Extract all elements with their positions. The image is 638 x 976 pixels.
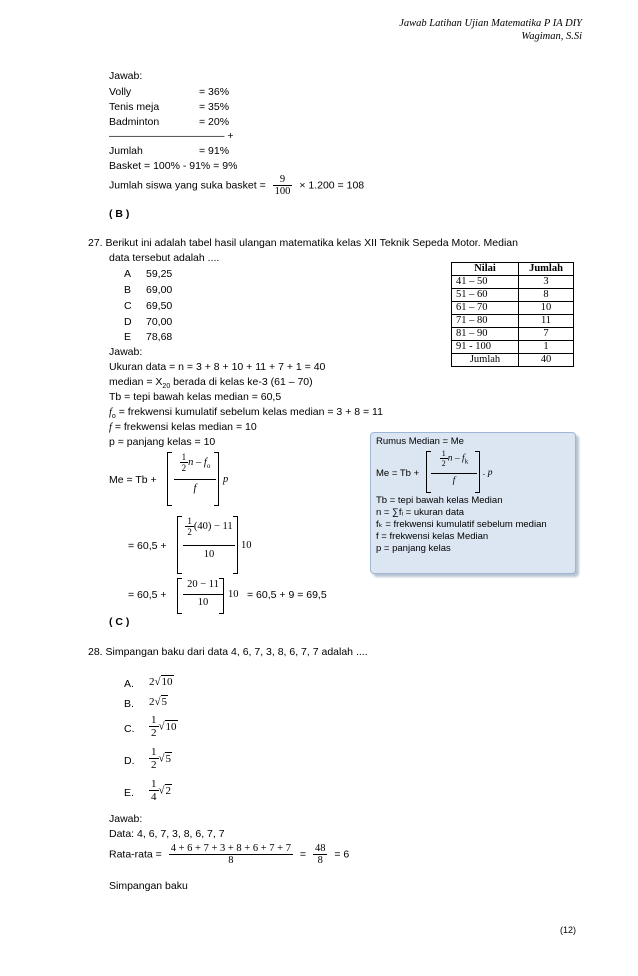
q26-row-value: = 35% [199, 101, 230, 113]
box-legend-line: p = panjang kelas [376, 543, 451, 554]
table-row [452, 328, 574, 341]
q26-row-label: Badminton [109, 116, 160, 128]
q27-step2-mult: 10 [241, 540, 252, 551]
radicand: 2 [165, 784, 172, 797]
frac-den: 2 [151, 727, 157, 739]
q26-basket: Basket = 100% - 91% = 9% [109, 160, 238, 172]
coef: 2 [149, 696, 155, 708]
frac-den: 8 [228, 855, 234, 866]
q26-siswa-suffix: × 1.200 = 108 [299, 179, 365, 192]
q27-median [109, 376, 313, 390]
q27-step2-label: = 60,5 + [128, 540, 167, 552]
q28-option-letter: D. [124, 755, 135, 767]
frac-den: 2 [187, 527, 192, 537]
q27-me-p: p [223, 474, 229, 485]
q27-f-text: = frekwensi kelas median = 10 [111, 421, 257, 433]
fraction-bar [431, 473, 477, 474]
q27-me-n-fo: n – f [188, 456, 207, 468]
q28-rata-result: = 6 [334, 848, 350, 861]
q26-jumlah-label: Jumlah [109, 145, 143, 157]
frac-den: 2 [441, 459, 446, 468]
table-cell: 91 - 100 [452, 341, 519, 354]
q27-option-letter: A [124, 268, 132, 280]
frac-den: 4 [151, 791, 157, 803]
frac-num: 48 [314, 843, 326, 854]
q28-data: Data: 4, 6, 7, 3, 8, 6, 7, 7 [109, 828, 225, 840]
q27-me-denominator: f [193, 483, 197, 494]
q27-option-text: 59,25 [146, 268, 173, 280]
radicand: 10 [165, 720, 177, 733]
fraction-bar [174, 479, 216, 480]
q27-step3-mult: 10 [228, 589, 239, 600]
table-cell: 41 – 50 [452, 276, 519, 289]
q27-question-line2: data tersebut adalah .... [109, 252, 220, 264]
table-header-cell: Nilai [452, 263, 519, 276]
bracket-right [475, 451, 480, 493]
box-me-label: Me = Tb + [376, 468, 420, 479]
frac-num: 1 [151, 778, 157, 790]
half-fraction [180, 452, 189, 473]
q28-rata-label: Rata-rata = [109, 848, 162, 861]
q27-tb: Tb = tepi bawah kelas median = 60,5 [109, 391, 282, 403]
q27-frequency-table [451, 262, 574, 367]
fraction [149, 714, 159, 739]
radicand: 5 [161, 696, 168, 708]
q27-ukuran: Ukuran data = n = 3 + 8 + 10 + 11 + 7 + 1 = 40 [109, 361, 326, 373]
sqrt-icon: √ [154, 676, 161, 688]
table-row [452, 302, 574, 315]
frac-den: 8 [317, 855, 323, 866]
radicand: 5 [165, 752, 172, 765]
box-legend-line: fₖ = frekwensi kumulatif sebelum median [376, 519, 547, 530]
sqrt-icon: √ [158, 752, 165, 765]
q27-answer: ( C ) [109, 616, 130, 628]
q27-option-letter: E [124, 331, 132, 343]
frac-num: 1 [441, 449, 446, 458]
table-cell: Jumlah [452, 354, 519, 367]
q26-row-value: = 20% [199, 116, 230, 128]
box-n-fk: n – f [447, 453, 465, 464]
q28-option-d-value [149, 746, 172, 771]
q27-option-text: 69,50 [146, 300, 173, 312]
q27-f-symbol: f [109, 422, 112, 433]
sqrt-icon: √ [158, 720, 165, 733]
q28-jawab: Jawab: [109, 813, 143, 825]
fraction [149, 746, 159, 771]
sqrt-icon: √ [158, 784, 165, 797]
box-legend-line: f = frekwensi kelas Median [376, 531, 489, 542]
table-cell: 10 [519, 302, 574, 315]
q27-fo-text: = frekwensi kumulatif sebelum kelas median = 3 + 8 = 11 [115, 406, 383, 418]
fraction-bar [183, 545, 235, 546]
q26-jawab: Jawab: [109, 70, 143, 82]
q27-median-sub: 20 [162, 383, 171, 391]
q27-median-post: berada di kelas ke-3 (61 – 70) [170, 376, 313, 388]
table-row [452, 289, 574, 302]
bracket-left [167, 452, 172, 506]
header-author: Wagiman, S.Si [521, 31, 582, 42]
q27-option-text: 69,00 [146, 284, 173, 296]
frac-den: 2 [151, 759, 157, 771]
q26-siswa-prefix: Jumlah siswa yang suka basket = [109, 179, 266, 192]
q27-option-letter: D [124, 316, 132, 328]
q27-step3-numerator: 20 − 11 [187, 579, 219, 590]
frac-num: 1 [181, 452, 187, 462]
q27-option-text: 78,68 [146, 331, 173, 343]
q27-jawab: Jawab: [109, 346, 143, 358]
table-cell: 81 – 90 [452, 328, 519, 341]
table-header-cell: Jumlah [519, 263, 574, 276]
q27-me-label: Me = Tb + [109, 474, 157, 486]
table-cell: 51 – 60 [452, 289, 519, 302]
bracket-left [177, 578, 182, 614]
box-legend-line: n = ∑fᵢ = ukuran data [376, 507, 465, 518]
frac-den: 2 [181, 463, 187, 473]
q28-simpangan: Simpangan baku [109, 880, 188, 892]
header-title: Jawab Latihan Ujian Matematika P IA DIY [399, 18, 582, 29]
box-numerator [431, 449, 477, 468]
half-fraction [440, 449, 448, 468]
table-cell: 8 [519, 289, 574, 302]
q28-eq: = [299, 848, 307, 861]
q27-step2-expr: (40) − 11 [193, 520, 233, 532]
q27-fo [109, 406, 383, 420]
table-row [452, 315, 574, 328]
table-cell: 1 [519, 341, 574, 354]
q27-step3-denominator: 10 [197, 597, 209, 608]
table-row [452, 341, 574, 354]
q27-step2-numerator [183, 516, 235, 537]
q26-row-label: Volly [109, 86, 132, 98]
table-row [452, 354, 574, 367]
q27-fo-sub: o [111, 413, 116, 421]
q27-f [109, 421, 257, 433]
table-cell: 11 [519, 315, 574, 328]
table-row [452, 276, 574, 289]
frac-num: 1 [187, 516, 192, 526]
q27-me-numerator [174, 452, 216, 473]
frac-num: 1 [151, 714, 157, 726]
q27-me-sub: o [206, 462, 211, 470]
q27-step2-denominator: 10 [203, 549, 215, 560]
table-cell: 40 [519, 354, 574, 367]
fraction-bar [183, 594, 223, 595]
q28-option-a-value [149, 676, 174, 688]
box-mult-p: . p [483, 468, 493, 478]
q27-step3-result: = 60,5 + 9 = 69,5 [247, 589, 327, 601]
median-formula-box [370, 432, 576, 574]
q26-frac-num: 9 [273, 174, 293, 186]
q26-row-label: Tenis meja [109, 101, 160, 113]
q26-answer: ( B ) [109, 208, 130, 220]
q27-step3-label: = 60,5 + [128, 589, 167, 601]
half-fraction [185, 516, 194, 537]
fraction [149, 778, 159, 803]
box-legend-line: Tb = tepi bawah kelas Median [376, 495, 503, 506]
page-number: (12) [560, 925, 577, 935]
bracket-right [214, 452, 219, 506]
q26-frac-den: 100 [274, 186, 291, 197]
q28-rata-fraction2 [313, 843, 328, 866]
q26-sum-rule: ——————————— + [109, 130, 234, 142]
radicand: 10 [161, 676, 173, 688]
frac-num: 1 [151, 746, 157, 758]
q28-option-letter: E. [124, 787, 134, 799]
q27-fo-symbol: f [109, 407, 112, 418]
q26-jumlah-value: = 91% [199, 145, 230, 157]
q27-question-line1: 27. Berikut ini adalah tabel hasil ulangan matematika kelas XII Teknik Sepeda Motor. Median [88, 237, 518, 249]
q28-question: 28. Simpangan baku dari data 4, 6, 7, 3, 8, 6, 7, 7 adalah .... [88, 646, 368, 658]
q28-option-e-value [149, 778, 172, 803]
frac-num: 4 + 6 + 7 + 3 + 8 + 6 + 7 + 7 [170, 843, 291, 854]
box-denominator: f [452, 476, 456, 486]
box-title: Rumus Median = Me [376, 436, 464, 447]
q27-median-pre: median = X [109, 376, 163, 388]
coef: 2 [149, 676, 155, 688]
table-cell: 61 – 70 [452, 302, 519, 315]
bracket-right [233, 516, 238, 574]
table-cell: 71 – 80 [452, 315, 519, 328]
q28-option-letter: A. [124, 678, 134, 690]
q28-rata-fraction [169, 843, 293, 866]
q26-fraction [273, 174, 293, 197]
sqrt-icon: √ [154, 696, 161, 708]
q28-rata-rata [109, 843, 349, 866]
q26-row-value: = 36% [199, 86, 230, 98]
bracket-right [219, 578, 224, 614]
q28-option-b-value [149, 696, 168, 708]
box-sub-k: k [464, 457, 469, 466]
q28-option-letter: B. [124, 698, 134, 710]
q26-siswa-formula [109, 174, 364, 197]
q28-option-letter: C. [124, 723, 135, 735]
table-cell: 7 [519, 328, 574, 341]
q27-option-letter: C [124, 300, 132, 312]
q28-option-c-value [149, 714, 178, 739]
table-header-row [452, 263, 574, 276]
q27-p: p = panjang kelas = 10 [109, 436, 216, 448]
q27-option-text: 70,00 [146, 316, 173, 328]
bracket-left [177, 516, 182, 574]
table-cell: 3 [519, 276, 574, 289]
q27-option-letter: B [124, 284, 132, 296]
